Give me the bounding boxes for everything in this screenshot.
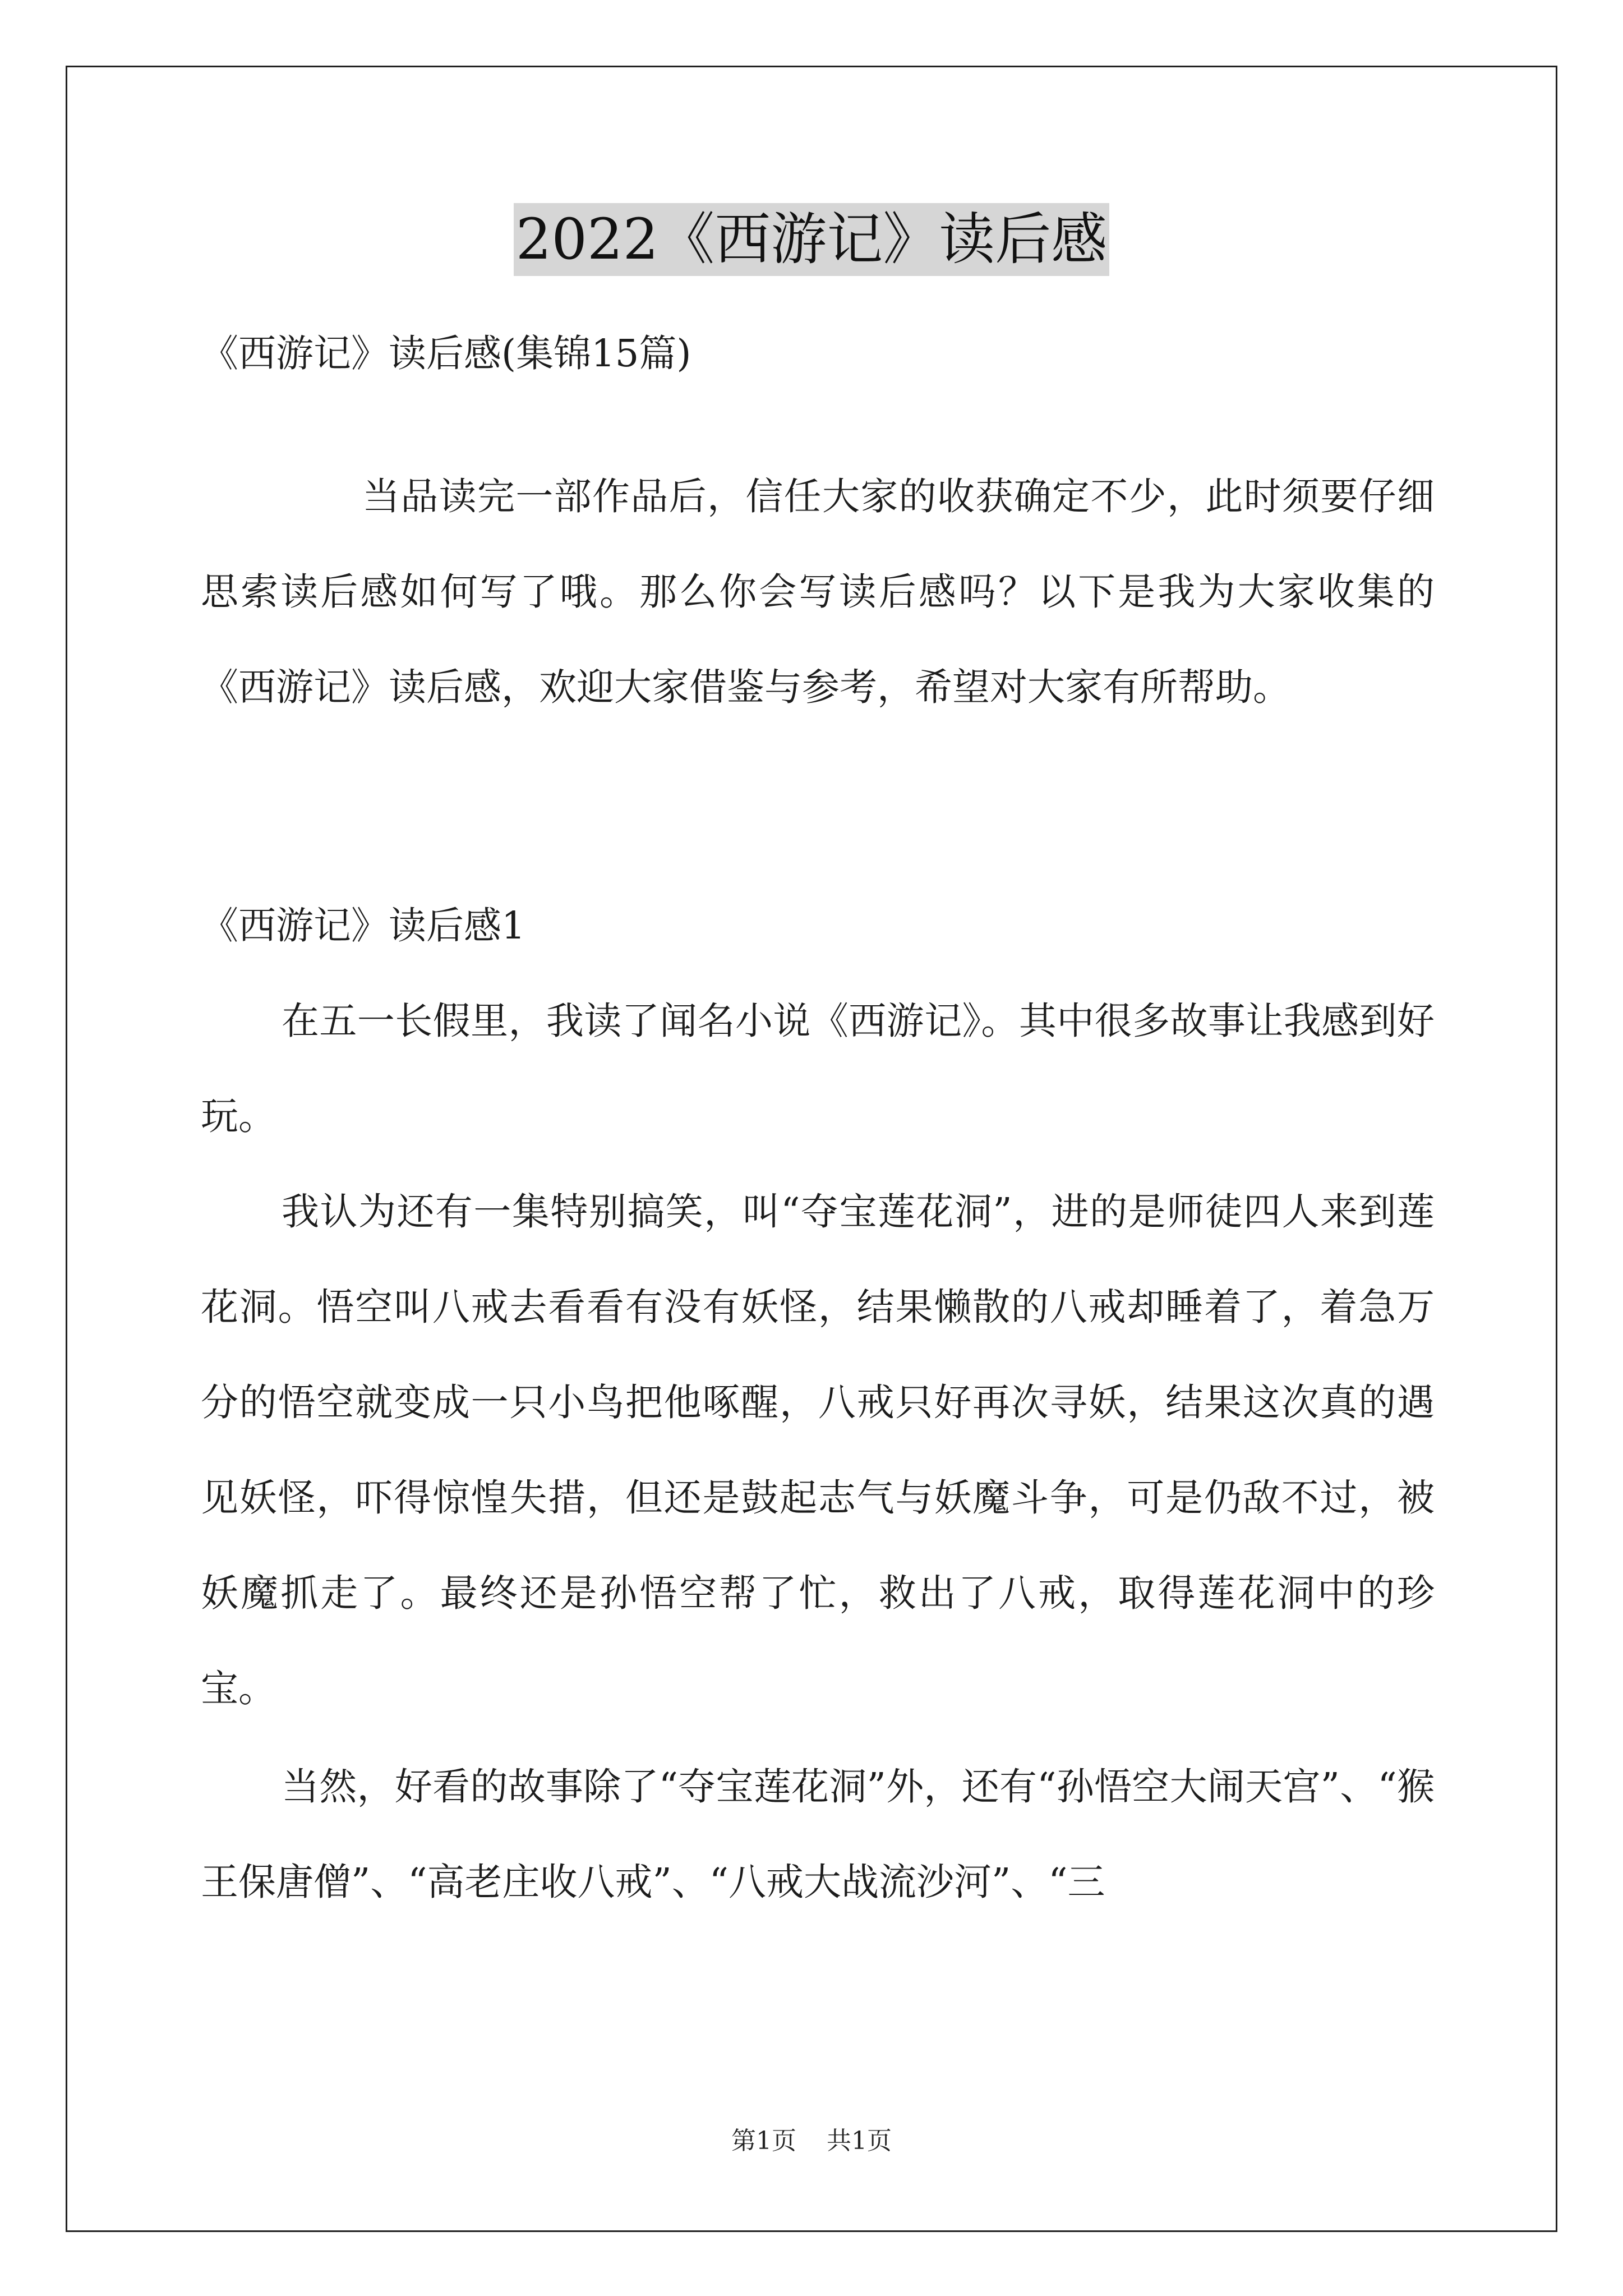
body-paragraph-2: 我认为还有一集特别搞笑，叫“夺宝莲花洞”，进的是师徒四人来到莲花洞。悟空叫八戒去看看有没有妖怪，结果懒散的八戒却睡着了，着急万分的悟空就变成一只小鸟把他啄醒，八戒只好再次寻妖，结果这次真的遇见妖怪，吓得惊惶失措，但还是鼓起志气与妖魔斗争，可是仍敌不过，被妖魔抓走了。最终还是孙悟空帮了忙，救出了八戒，取得莲花洞中的珍宝。 — [201, 1190, 1435, 1710]
body-paragraph-1: 在五一长假里，我读了闻名小说《西游记》。其中很多故事让我感到好玩。 — [201, 999, 1435, 1138]
page-number: 第1页 — [731, 2127, 796, 2155]
page-footer — [0, 2120, 1623, 2156]
title-container — [0, 203, 1623, 276]
page-total: 共1页 — [827, 2127, 892, 2155]
document-title: 2022《西游记》读后感 — [514, 203, 1110, 276]
section-heading: 《西游记》读后感1 — [201, 904, 525, 947]
intro-paragraph: 当品读完一部作品后，信任大家的收获确定不少，此时须要仔细思索读后感如何写了哦。那么你会写读后感吗？以下是我为大家收集的《西游记》读后感，欢迎大家借鉴与参考，希望对大家有所帮助。 — [201, 475, 1435, 709]
document-subtitle: 《西游记》读后感(集锦15篇) — [201, 332, 691, 375]
body-paragraph-3: 当然，好看的故事除了“夺宝莲花洞”外，还有“孙悟空大闹天宫”、“猴王保唐僧”、“高老庄收八戒”、“八戒大战流沙河”、“三 — [201, 1765, 1435, 1904]
